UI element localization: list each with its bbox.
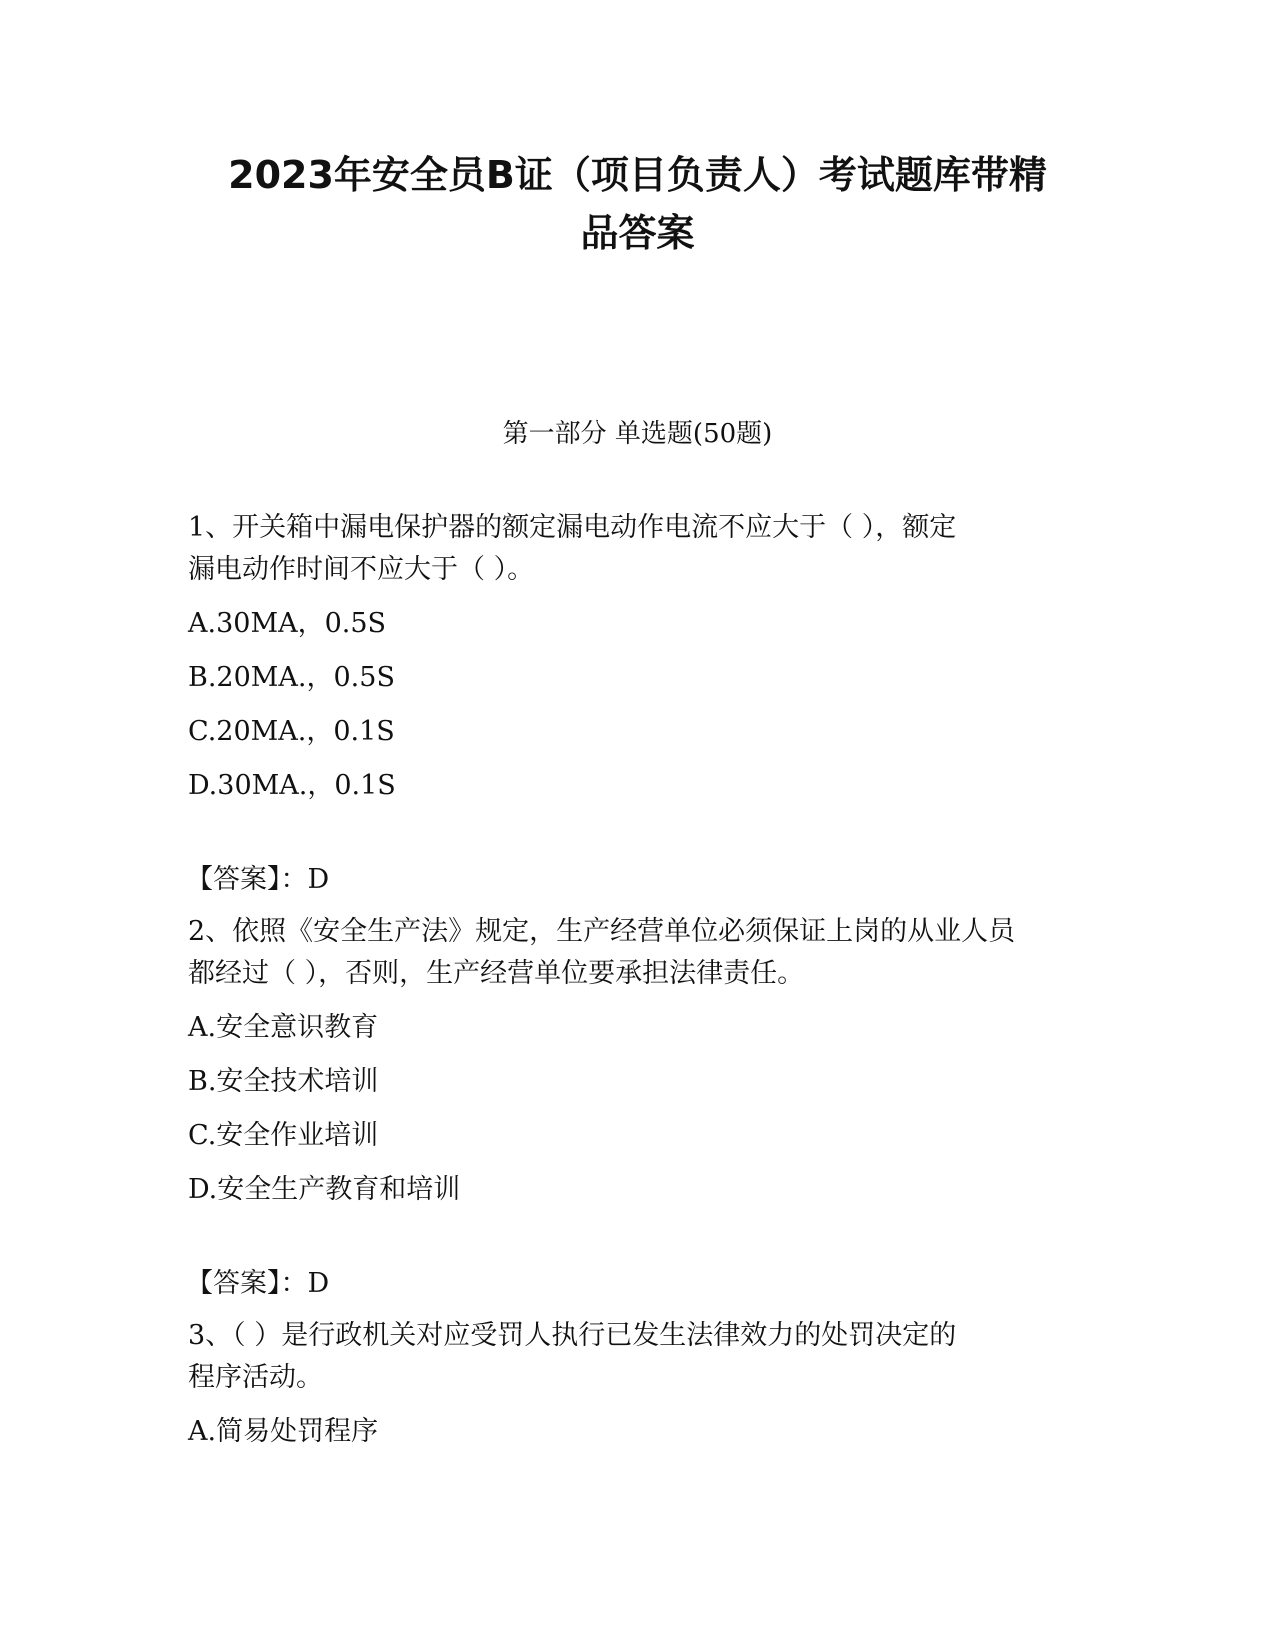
question-3-option-a: A.简易处罚程序 <box>188 1416 379 1447</box>
question-2-option-a: A.安全意识教育 <box>188 1012 379 1043</box>
question-1-option-d: D.30MA.，0.1S <box>188 770 396 801</box>
document-title <box>150 146 1125 262</box>
question-3-stem-line-2: 程序活动。 <box>188 1362 323 1393</box>
question-1-stem-line-1: 1、开关箱中漏电保护器的额定漏电动作电流不应大于（ ），额定 <box>188 512 957 543</box>
question-1-answer: 【答案】：D <box>186 864 330 895</box>
question-2-option-d: D.安全生产教育和培训 <box>188 1174 461 1205</box>
question-2-option-c: C.安全作业培训 <box>188 1120 379 1151</box>
question-2-option-b: B.安全技术培训 <box>188 1066 379 1097</box>
question-1-stem-line-2: 漏电动作时间不应大于（ ）。 <box>188 554 535 585</box>
title-line-2: 品答案 <box>580 211 695 255</box>
question-3-stem-line-1: 3、（ ）是行政机关对应受罚人执行已发生法律效力的处罚决定的 <box>188 1320 957 1351</box>
question-1-option-b: B.20MA.，0.5S <box>188 662 395 693</box>
section-heading: 第一部分 单选题(50题) <box>502 419 773 449</box>
question-2-answer: 【答案】：D <box>186 1268 330 1299</box>
question-1-option-a: A.30MA，0.5S <box>188 608 387 639</box>
title-line-1: 2023年安全员B证（项目负责人）考试题库带精 <box>228 153 1047 197</box>
question-2-stem-line-1: 2、依照《安全生产法》规定，生产经营单位必须保证上岗的从业人员 <box>188 916 1016 947</box>
question-2-stem-line-2: 都经过（ ），否则，生产经营单位要承担法律责任。 <box>188 958 805 989</box>
question-1-option-c: C.20MA.，0.1S <box>188 716 395 747</box>
